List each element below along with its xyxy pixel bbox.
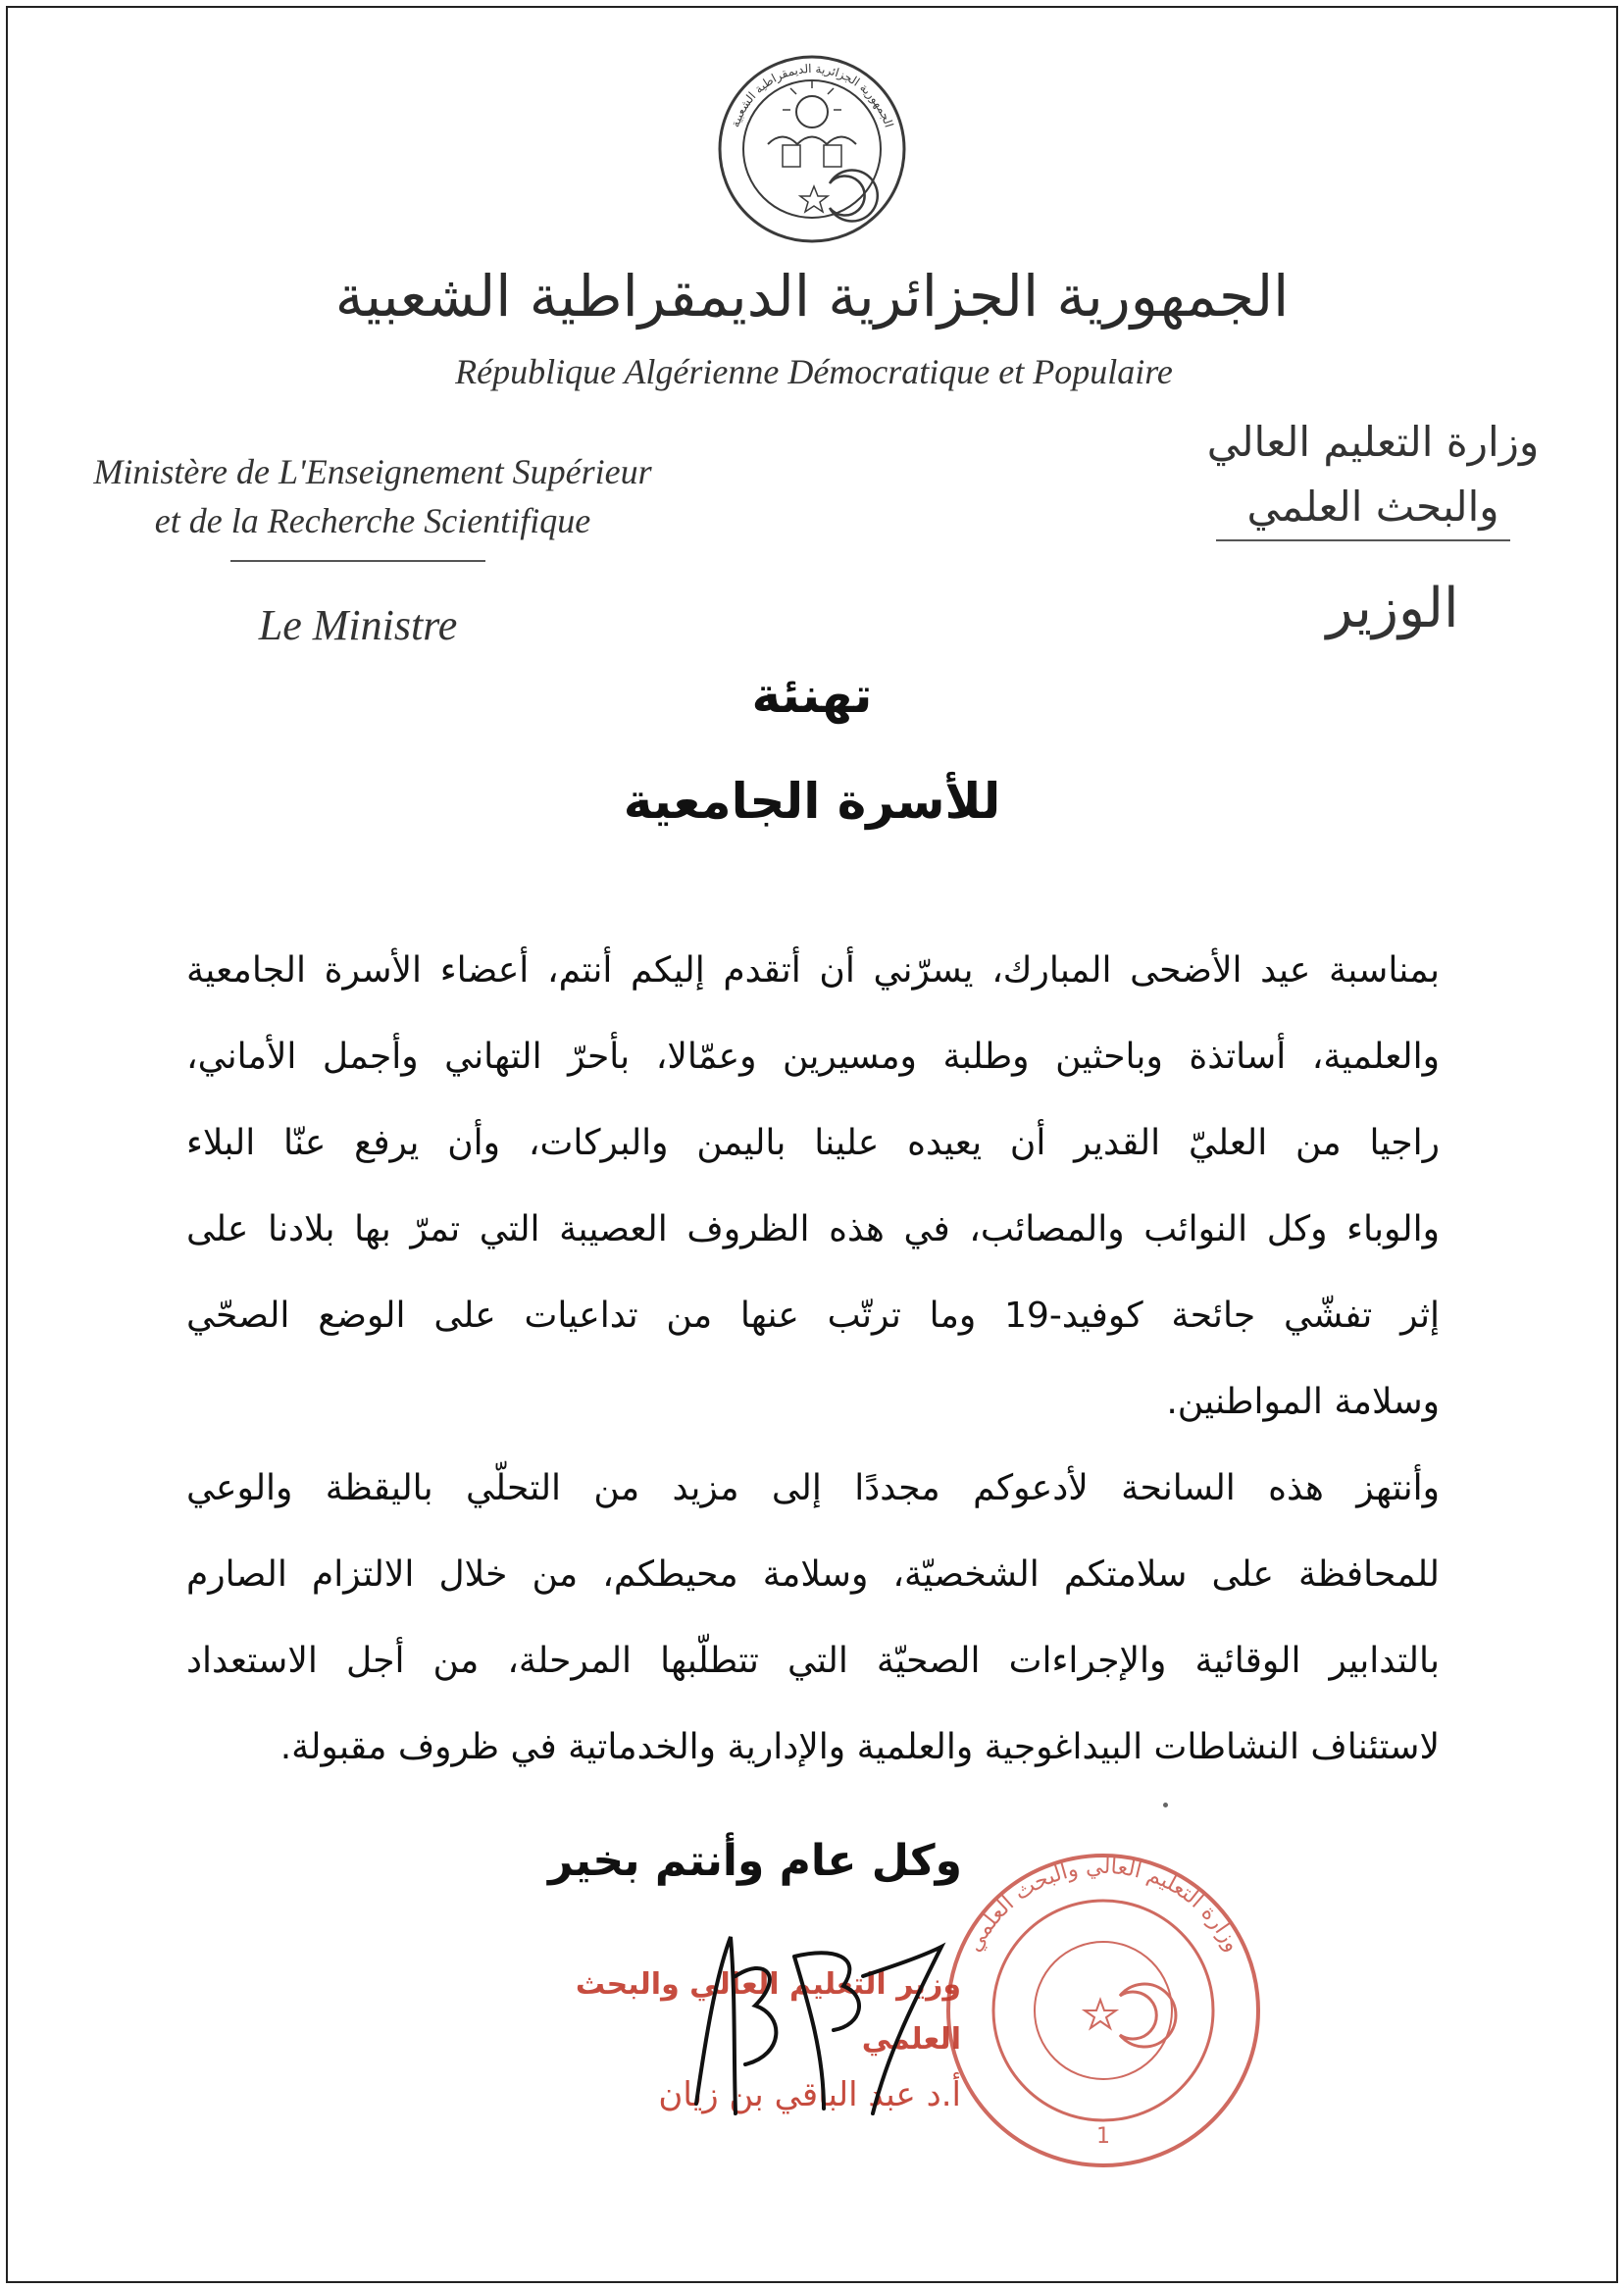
closing-greeting: وكل عام وأنتم بخير: [548, 1836, 962, 1886]
body-line: للمحافظة على سلامتكم الشخصيّة، وسلامة محيطكم، من خلال الالتزام الصارم: [186, 1554, 1440, 1595]
ministry-stamp-icon: [941, 1849, 1265, 2172]
body-line: لاستئناف النشاطات البيداغوجية والعلمية والإدارية والخدماتية في ظروف مقبولة.: [279, 1727, 1440, 1767]
republic-title-arabic: الجمهورية الجزائرية الديمقراطية الشعبية: [334, 263, 1290, 330]
body-line: وسلامة المواطنين.: [1166, 1382, 1440, 1422]
letter-title: تهنئة: [751, 667, 873, 724]
ministry-line-2-arabic: والبحث العلمي: [1246, 483, 1499, 531]
handwritten-signature-icon: [677, 1917, 961, 2123]
stamp-number: 1: [1096, 2124, 1110, 2149]
dot-mark: [1163, 1803, 1168, 1807]
body-line: والعلمية، أساتذة وباحثين وطلبة ومسيرين وعمّالا، بأحرّ التهاني وأجمل الأماني،: [186, 1037, 1440, 1077]
signer-title: وزير التعليم العالي والبحث العلمي: [575, 1967, 961, 2057]
body-line: وأنتهز هذه السانحة لأدعوكم مجددًا إلى مزيد من التحلّي باليقظة والوعي: [186, 1468, 1440, 1508]
signer-name: أ.د عبد الباقي بن زيان: [658, 2075, 961, 2114]
body-line: راجيا من العليّ القدير أن يعيده علينا باليمن والبركات، وأن يرفع عنّا البلاء: [186, 1123, 1440, 1163]
body-line: والوباء وكل النوائب والمصائب، في هذه الظروف العصيبة التي تمرّ بها بلادنا على: [186, 1209, 1440, 1249]
ministry-line-2: et de la Recherche Scientifique: [154, 501, 591, 540]
divider-arabic: [1216, 539, 1510, 541]
ministry-line-1-arabic: وزارة التعليم العالي: [1206, 418, 1540, 466]
svg-text:الجمهورية الجزائرية الديمقراطي: الجمهورية الجزائرية الديمقراطية الشعبية: [728, 61, 896, 129]
body-line: بالتدابير الوقائية والإجراءات الصحيّة التي تتطلّبها المرحلة، من أجل الاستعداد: [186, 1641, 1440, 1681]
algeria-emblem-icon: [714, 51, 910, 247]
letter-body: [186, 928, 1440, 1791]
minister-label-french: Le Ministre: [258, 601, 458, 649]
republic-title-french: République Algérienne Démocratique et Populaire: [455, 352, 1173, 391]
divider: [230, 560, 485, 562]
letter-subtitle: للأسرة الجامعية: [623, 773, 1001, 830]
body-line: بمناسبة عيد الأضحى المبارك، يسرّني أن أتقدم إليكم أنتم، أعضاء الأسرة الجامعية: [186, 950, 1440, 991]
minister-label-arabic: الوزير: [1326, 577, 1459, 640]
body-line: إثر تفشّي جائحة كوفيد-19 وما ترتّب عنها من تداعيات على الوضع الصحّي: [186, 1296, 1440, 1336]
ministry-line-1: Ministère de L'Enseignement Supérieur: [93, 452, 652, 491]
ministry-name-french: [39, 447, 706, 545]
ministry-name-arabic: [1157, 410, 1589, 539]
svg-text:وزارة التعليم العالي والبحث ال: وزارة التعليم العالي والبحث العلمي: [961, 1854, 1245, 1957]
